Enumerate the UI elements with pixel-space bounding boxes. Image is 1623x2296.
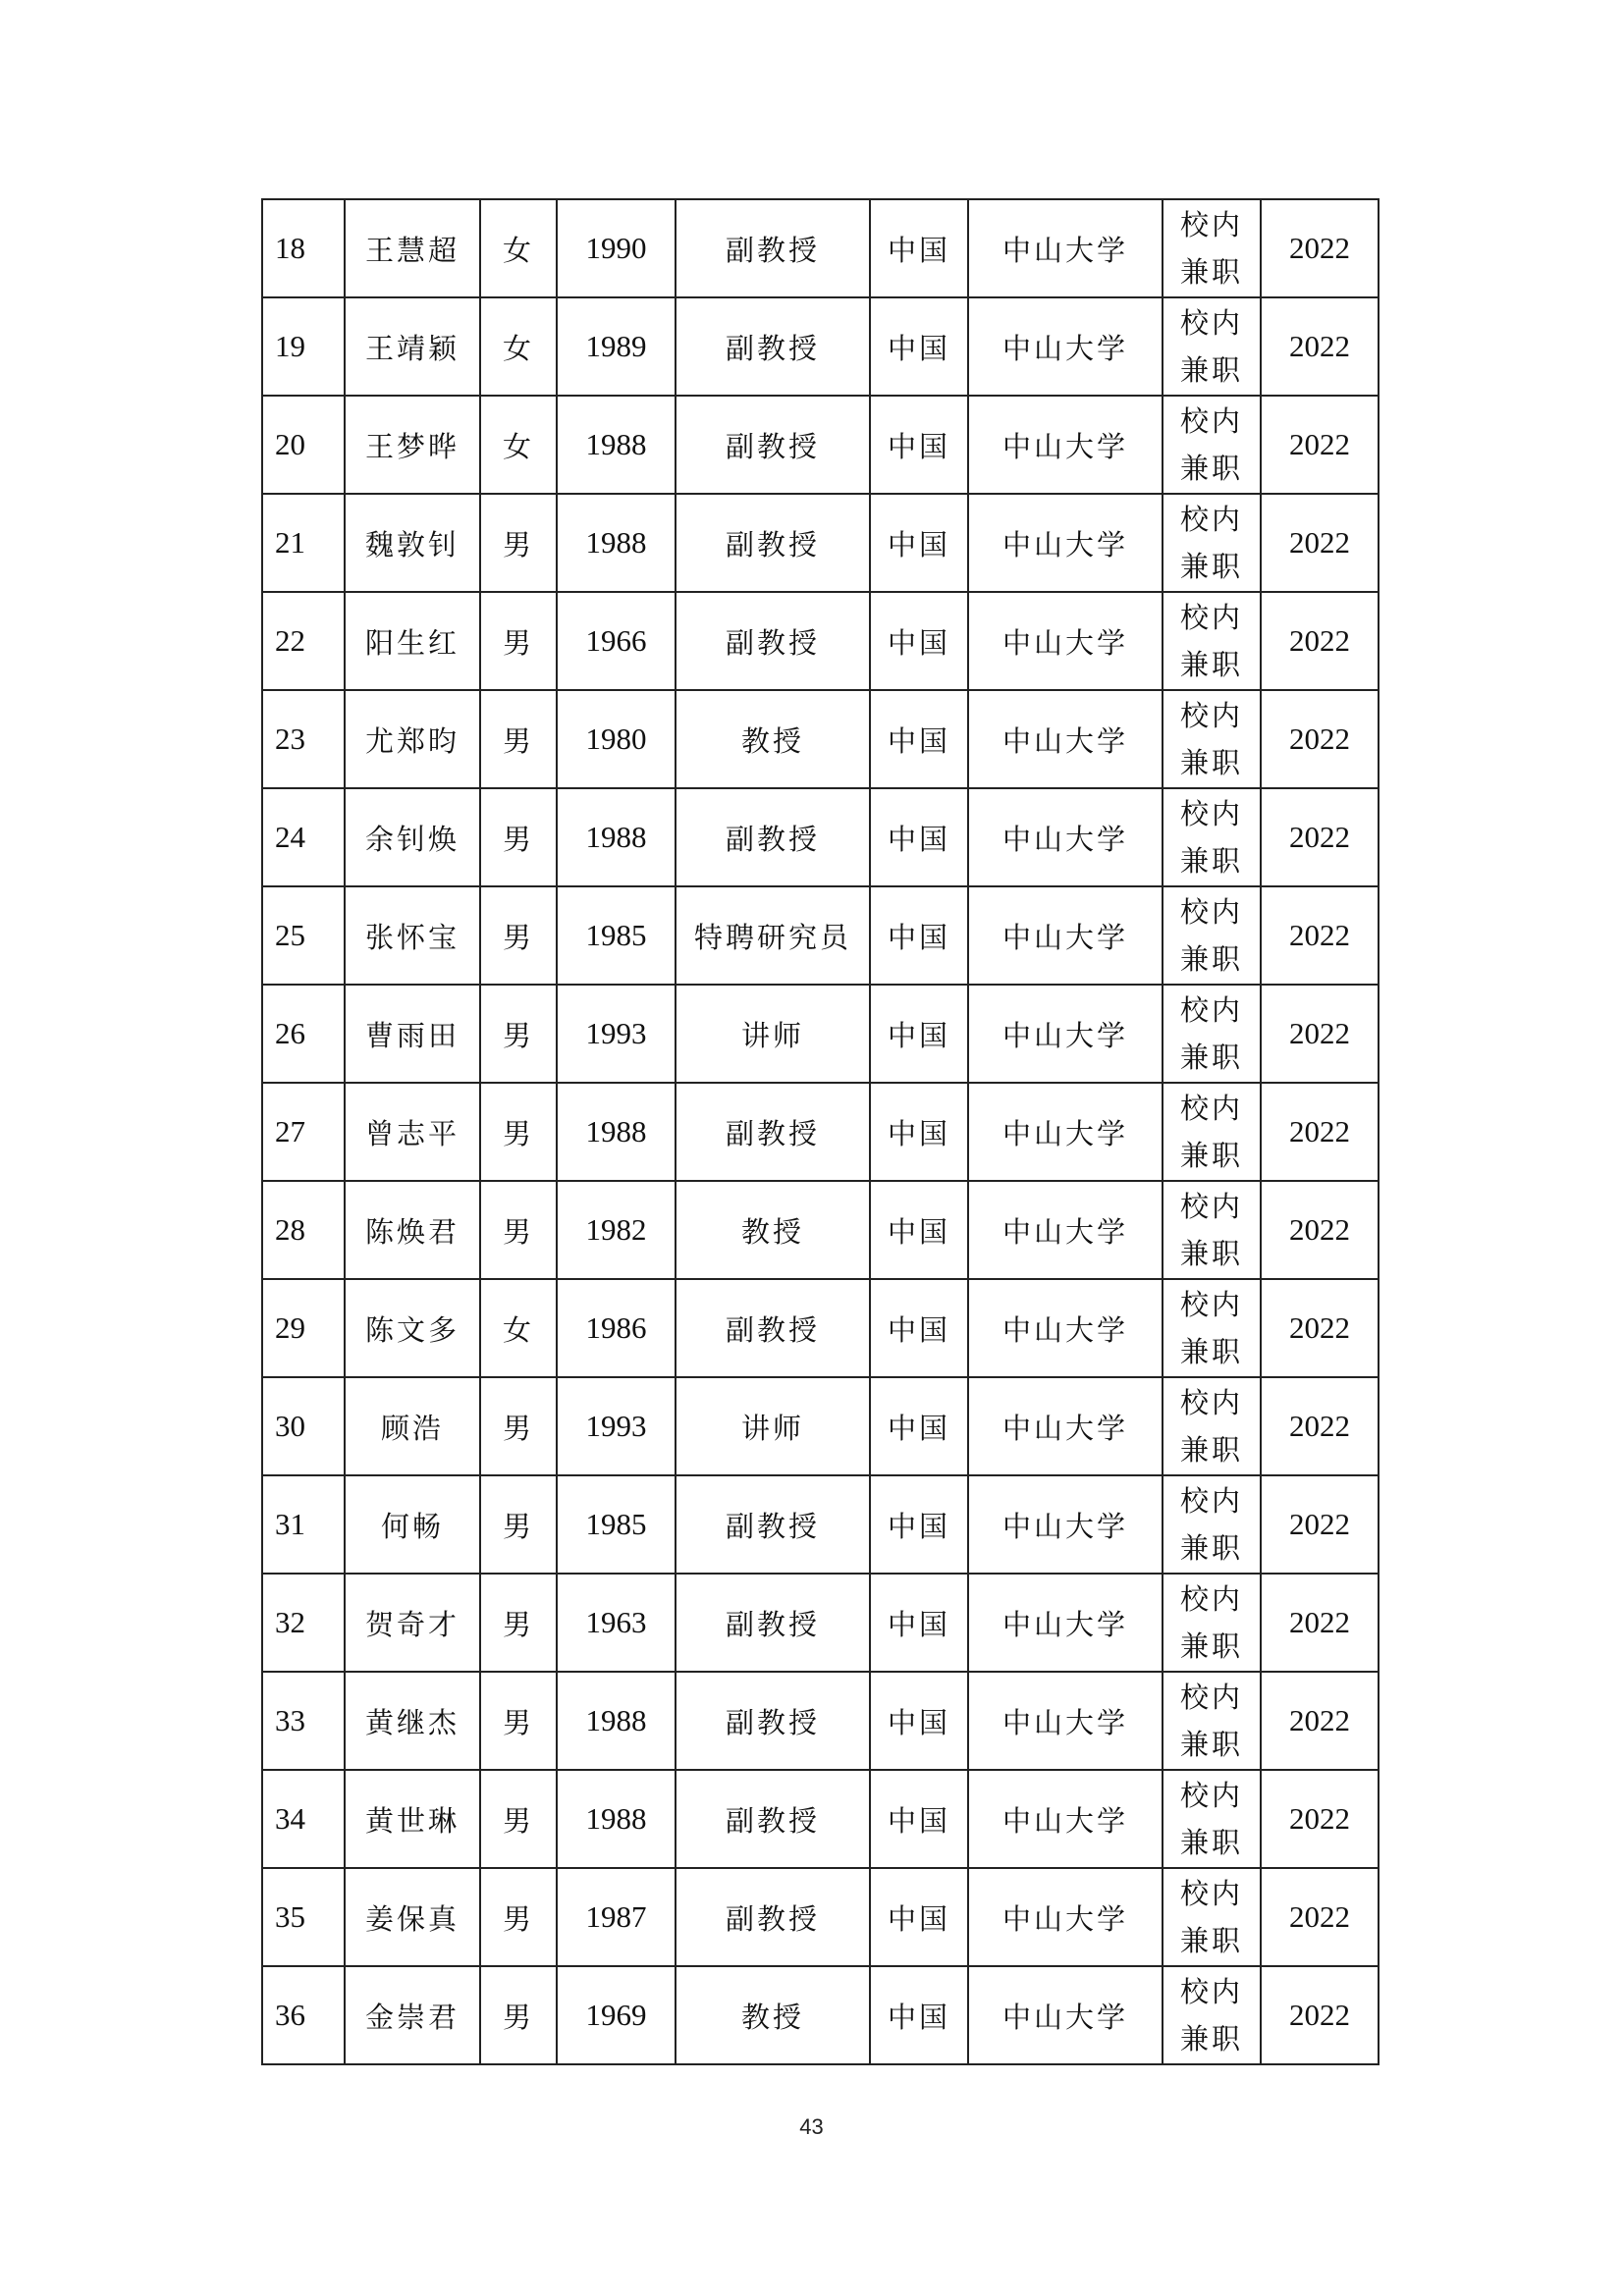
table-row [262, 1868, 1379, 1966]
cell-gender: 女 [480, 199, 557, 297]
cell-role-line1: 校内 [1179, 699, 1243, 732]
cell-title: 副教授 [676, 199, 870, 297]
cell-title: 副教授 [676, 788, 870, 886]
cell-role [1163, 1377, 1261, 1475]
cell-role-line2: 兼职 [1179, 942, 1243, 976]
cell-name: 阳生红 [345, 592, 480, 690]
cell-role-line1: 校内 [1179, 1484, 1243, 1518]
cell-index: 27 [262, 1083, 345, 1181]
cell-role-line2: 兼职 [1179, 1629, 1243, 1663]
cell-gender: 男 [480, 690, 557, 788]
cell-birth-year: 1988 [557, 1770, 676, 1868]
cell-name: 尤郑昀 [345, 690, 480, 788]
cell-title: 讲师 [676, 1377, 870, 1475]
cell-birth-year: 1966 [557, 592, 676, 690]
cell-name: 金崇君 [345, 1966, 480, 2064]
cell-institution: 中山大学 [968, 1181, 1163, 1279]
cell-role-line1: 校内 [1179, 1386, 1243, 1419]
cell-institution: 中山大学 [968, 1966, 1163, 2064]
cell-index: 33 [262, 1672, 345, 1770]
cell-year: 2022 [1261, 985, 1379, 1083]
cell-gender: 男 [480, 1083, 557, 1181]
cell-year: 2022 [1261, 396, 1379, 494]
staff-table [261, 198, 1380, 2065]
cell-institution: 中山大学 [968, 592, 1163, 690]
table-row [262, 1083, 1379, 1181]
cell-title: 副教授 [676, 1672, 870, 1770]
cell-year: 2022 [1261, 1377, 1379, 1475]
table-row [262, 1475, 1379, 1574]
cell-institution: 中山大学 [968, 1770, 1163, 1868]
cell-index: 34 [262, 1770, 345, 1868]
cell-year: 2022 [1261, 1475, 1379, 1574]
cell-institution: 中山大学 [968, 690, 1163, 788]
cell-index: 35 [262, 1868, 345, 1966]
cell-birth-year: 1969 [557, 1966, 676, 2064]
cell-role-line1: 校内 [1179, 1092, 1243, 1125]
cell-institution: 中山大学 [968, 494, 1163, 592]
cell-name: 曾志平 [345, 1083, 480, 1181]
cell-institution: 中山大学 [968, 886, 1163, 985]
table-row [262, 592, 1379, 690]
cell-role-line2: 兼职 [1179, 1335, 1243, 1368]
cell-role [1163, 1672, 1261, 1770]
cell-birth-year: 1987 [557, 1868, 676, 1966]
cell-gender: 男 [480, 886, 557, 985]
cell-role [1163, 788, 1261, 886]
cell-role-line2: 兼职 [1179, 1041, 1243, 1074]
cell-institution: 中山大学 [968, 1868, 1163, 1966]
table-row [262, 1966, 1379, 2064]
cell-role-line2: 兼职 [1179, 2022, 1243, 2056]
table-row [262, 494, 1379, 592]
cell-country: 中国 [870, 1083, 968, 1181]
cell-gender: 男 [480, 1966, 557, 2064]
cell-country: 中国 [870, 1770, 968, 1868]
cell-role-line2: 兼职 [1179, 1728, 1243, 1761]
cell-year: 2022 [1261, 592, 1379, 690]
table-row [262, 985, 1379, 1083]
cell-role [1163, 396, 1261, 494]
cell-gender: 女 [480, 297, 557, 396]
cell-role-line1: 校内 [1179, 1975, 1243, 2008]
cell-index: 26 [262, 985, 345, 1083]
cell-role [1163, 985, 1261, 1083]
cell-role-line2: 兼职 [1179, 1237, 1243, 1270]
cell-gender: 男 [480, 1377, 557, 1475]
cell-institution: 中山大学 [968, 297, 1163, 396]
cell-role-line1: 校内 [1179, 1288, 1243, 1321]
cell-country: 中国 [870, 592, 968, 690]
cell-index: 28 [262, 1181, 345, 1279]
cell-birth-year: 1988 [557, 396, 676, 494]
cell-birth-year: 1993 [557, 1377, 676, 1475]
cell-role-line2: 兼职 [1179, 1924, 1243, 1957]
cell-name: 魏敦钊 [345, 494, 480, 592]
cell-birth-year: 1988 [557, 1672, 676, 1770]
cell-country: 中国 [870, 1181, 968, 1279]
cell-role-line2: 兼职 [1179, 550, 1243, 583]
cell-year: 2022 [1261, 886, 1379, 985]
cell-role [1163, 1475, 1261, 1574]
cell-role [1163, 297, 1261, 396]
cell-institution: 中山大学 [968, 1279, 1163, 1377]
cell-name: 王梦晔 [345, 396, 480, 494]
cell-name: 顾浩 [345, 1377, 480, 1475]
cell-birth-year: 1988 [557, 788, 676, 886]
cell-title: 教授 [676, 1181, 870, 1279]
cell-index: 22 [262, 592, 345, 690]
cell-birth-year: 1982 [557, 1181, 676, 1279]
cell-role-line1: 校内 [1179, 993, 1243, 1027]
table-row [262, 788, 1379, 886]
page-number: 43 [799, 2114, 824, 2139]
cell-role-line1: 校内 [1179, 601, 1243, 634]
cell-gender: 男 [480, 985, 557, 1083]
cell-gender: 男 [480, 1770, 557, 1868]
cell-role-line1: 校内 [1179, 797, 1243, 830]
cell-role-line2: 兼职 [1179, 844, 1243, 878]
cell-role-line2: 兼职 [1179, 353, 1243, 387]
cell-year: 2022 [1261, 690, 1379, 788]
cell-role-line2: 兼职 [1179, 1139, 1243, 1172]
cell-title: 副教授 [676, 1574, 870, 1672]
cell-title: 副教授 [676, 1868, 870, 1966]
table-row [262, 690, 1379, 788]
cell-birth-year: 1988 [557, 494, 676, 592]
cell-birth-year: 1963 [557, 1574, 676, 1672]
cell-name: 贺奇才 [345, 1574, 480, 1672]
cell-country: 中国 [870, 297, 968, 396]
cell-role [1163, 592, 1261, 690]
cell-institution: 中山大学 [968, 396, 1163, 494]
cell-country: 中国 [870, 1279, 968, 1377]
cell-country: 中国 [870, 788, 968, 886]
cell-year: 2022 [1261, 1966, 1379, 2064]
cell-name: 张怀宝 [345, 886, 480, 985]
cell-role [1163, 494, 1261, 592]
cell-country: 中国 [870, 886, 968, 985]
table-row [262, 886, 1379, 985]
cell-name: 黄继杰 [345, 1672, 480, 1770]
cell-name: 曹雨田 [345, 985, 480, 1083]
cell-role-line2: 兼职 [1179, 746, 1243, 779]
cell-role-line1: 校内 [1179, 404, 1243, 438]
cell-role-line1: 校内 [1179, 1779, 1243, 1812]
cell-title: 副教授 [676, 297, 870, 396]
cell-year: 2022 [1261, 1083, 1379, 1181]
cell-year: 2022 [1261, 788, 1379, 886]
cell-year: 2022 [1261, 1279, 1379, 1377]
cell-role-line1: 校内 [1179, 503, 1243, 536]
table-body [262, 199, 1379, 2064]
cell-country: 中国 [870, 494, 968, 592]
cell-country: 中国 [870, 1377, 968, 1475]
cell-gender: 男 [480, 1181, 557, 1279]
cell-title: 副教授 [676, 592, 870, 690]
cell-role-line2: 兼职 [1179, 1433, 1243, 1467]
cell-gender: 男 [480, 1475, 557, 1574]
cell-year: 2022 [1261, 297, 1379, 396]
cell-gender: 男 [480, 1672, 557, 1770]
cell-index: 19 [262, 297, 345, 396]
cell-role-line2: 兼职 [1179, 1531, 1243, 1565]
cell-gender: 男 [480, 788, 557, 886]
cell-gender: 男 [480, 1868, 557, 1966]
cell-name: 王靖颖 [345, 297, 480, 396]
cell-year: 2022 [1261, 1181, 1379, 1279]
cell-institution: 中山大学 [968, 1083, 1163, 1181]
cell-role [1163, 1868, 1261, 1966]
cell-institution: 中山大学 [968, 199, 1163, 297]
cell-index: 31 [262, 1475, 345, 1574]
cell-index: 23 [262, 690, 345, 788]
cell-role [1163, 1083, 1261, 1181]
cell-title: 副教授 [676, 1279, 870, 1377]
cell-gender: 女 [480, 1279, 557, 1377]
cell-country: 中国 [870, 1966, 968, 2064]
cell-gender: 男 [480, 494, 557, 592]
cell-index: 32 [262, 1574, 345, 1672]
cell-title: 副教授 [676, 396, 870, 494]
cell-role [1163, 1770, 1261, 1868]
cell-name: 姜保真 [345, 1868, 480, 1966]
cell-gender: 女 [480, 396, 557, 494]
cell-role [1163, 199, 1261, 297]
cell-institution: 中山大学 [968, 788, 1163, 886]
cell-birth-year: 1980 [557, 690, 676, 788]
cell-country: 中国 [870, 1672, 968, 1770]
cell-role [1163, 690, 1261, 788]
cell-role-line2: 兼职 [1179, 255, 1243, 289]
cell-country: 中国 [870, 396, 968, 494]
cell-title: 副教授 [676, 1475, 870, 1574]
cell-role-line2: 兼职 [1179, 648, 1243, 681]
cell-role [1163, 886, 1261, 985]
cell-title: 特聘研究员 [676, 886, 870, 985]
cell-index: 25 [262, 886, 345, 985]
cell-year: 2022 [1261, 1770, 1379, 1868]
cell-institution: 中山大学 [968, 1377, 1163, 1475]
cell-name: 陈焕君 [345, 1181, 480, 1279]
table-row [262, 396, 1379, 494]
cell-role [1163, 1966, 1261, 2064]
cell-title: 教授 [676, 690, 870, 788]
cell-country: 中国 [870, 690, 968, 788]
cell-index: 24 [262, 788, 345, 886]
cell-institution: 中山大学 [968, 1672, 1163, 1770]
cell-role-line2: 兼职 [1179, 1826, 1243, 1859]
cell-country: 中国 [870, 1868, 968, 1966]
cell-index: 29 [262, 1279, 345, 1377]
cell-country: 中国 [870, 1574, 968, 1672]
cell-role [1163, 1181, 1261, 1279]
cell-index: 36 [262, 1966, 345, 2064]
cell-role-line1: 校内 [1179, 1681, 1243, 1714]
cell-title: 副教授 [676, 1770, 870, 1868]
cell-role-line1: 校内 [1179, 1877, 1243, 1910]
cell-year: 2022 [1261, 1574, 1379, 1672]
cell-name: 黄世琳 [345, 1770, 480, 1868]
cell-name: 何畅 [345, 1475, 480, 1574]
cell-institution: 中山大学 [968, 1475, 1163, 1574]
cell-birth-year: 1985 [557, 886, 676, 985]
cell-role-line1: 校内 [1179, 1582, 1243, 1616]
cell-birth-year: 1985 [557, 1475, 676, 1574]
cell-gender: 男 [480, 592, 557, 690]
cell-title: 讲师 [676, 985, 870, 1083]
cell-birth-year: 1993 [557, 985, 676, 1083]
cell-birth-year: 1989 [557, 297, 676, 396]
cell-role [1163, 1279, 1261, 1377]
cell-year: 2022 [1261, 1868, 1379, 1966]
cell-role-line1: 校内 [1179, 306, 1243, 340]
cell-index: 18 [262, 199, 345, 297]
table-row [262, 1574, 1379, 1672]
cell-index: 30 [262, 1377, 345, 1475]
cell-index: 21 [262, 494, 345, 592]
cell-gender: 男 [480, 1574, 557, 1672]
table-row [262, 1672, 1379, 1770]
table-row [262, 1181, 1379, 1279]
table-row [262, 1377, 1379, 1475]
cell-institution: 中山大学 [968, 1574, 1163, 1672]
cell-name: 陈文多 [345, 1279, 480, 1377]
cell-year: 2022 [1261, 199, 1379, 297]
cell-institution: 中山大学 [968, 985, 1163, 1083]
cell-title: 教授 [676, 1966, 870, 2064]
table-row [262, 199, 1379, 297]
table-row [262, 1279, 1379, 1377]
cell-index: 20 [262, 396, 345, 494]
cell-year: 2022 [1261, 1672, 1379, 1770]
cell-name: 王慧超 [345, 199, 480, 297]
cell-birth-year: 1988 [557, 1083, 676, 1181]
cell-title: 副教授 [676, 1083, 870, 1181]
cell-name: 余钊焕 [345, 788, 480, 886]
cell-year: 2022 [1261, 494, 1379, 592]
cell-role-line2: 兼职 [1179, 452, 1243, 485]
cell-role-line1: 校内 [1179, 208, 1243, 241]
cell-birth-year: 1986 [557, 1279, 676, 1377]
cell-title: 副教授 [676, 494, 870, 592]
cell-role-line1: 校内 [1179, 895, 1243, 929]
cell-birth-year: 1990 [557, 199, 676, 297]
table-row [262, 1770, 1379, 1868]
cell-role [1163, 1574, 1261, 1672]
cell-country: 中国 [870, 985, 968, 1083]
cell-role-line1: 校内 [1179, 1190, 1243, 1223]
cell-country: 中国 [870, 199, 968, 297]
table-row [262, 297, 1379, 396]
cell-country: 中国 [870, 1475, 968, 1574]
